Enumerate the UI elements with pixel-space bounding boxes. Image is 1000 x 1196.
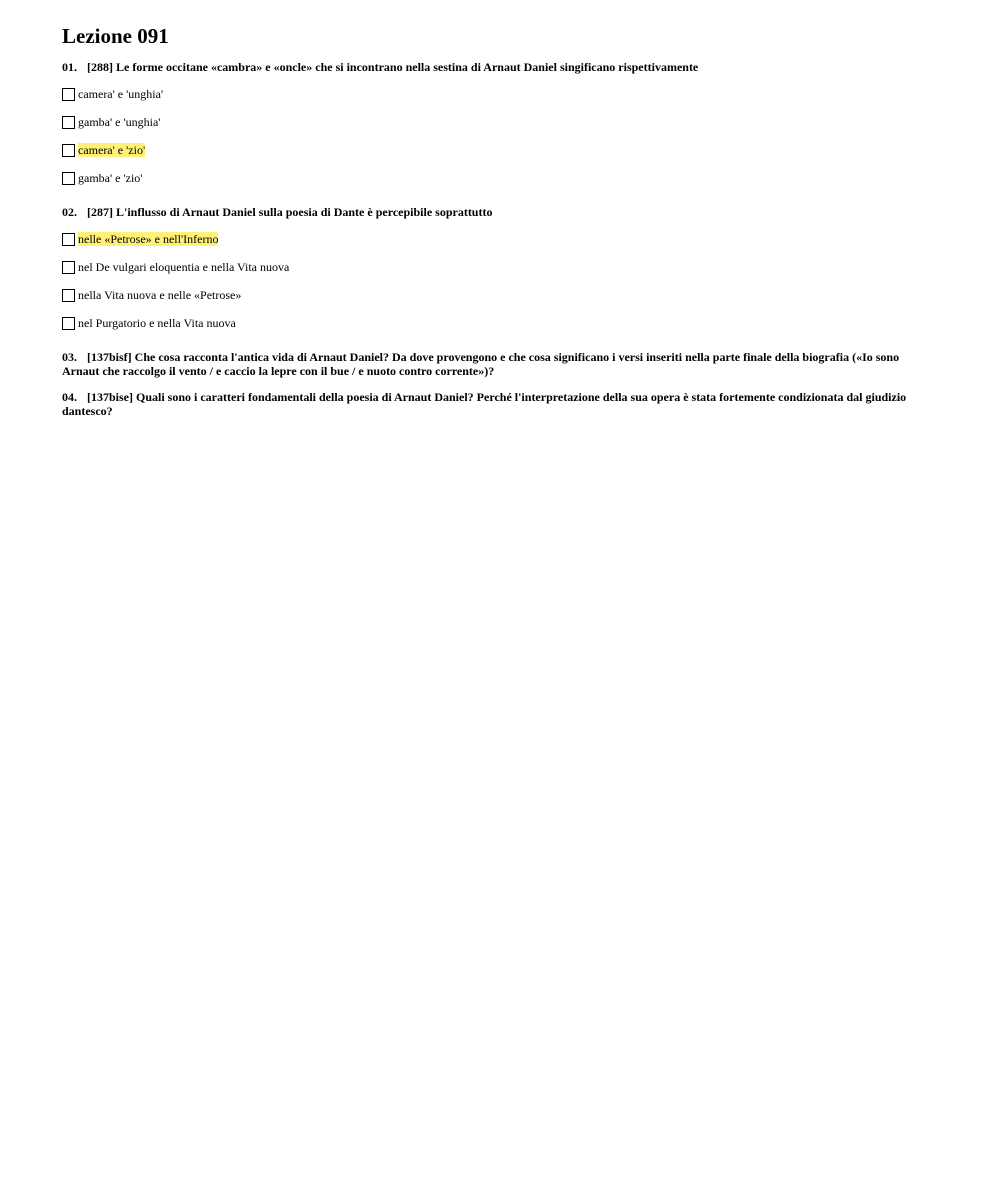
answer-option[interactable] <box>62 164 932 192</box>
answer-label: nella Vita nuova e nelle «Petrose» <box>78 288 242 302</box>
answer-label: nel Purgatorio e nella Vita nuova <box>78 316 236 330</box>
answer-option[interactable] <box>62 80 932 108</box>
checkbox[interactable] <box>62 172 75 185</box>
answer-label-highlighted: nelle «Petrose» e nell'Inferno <box>78 232 219 246</box>
answer-label-highlighted: camera' e 'zio' <box>78 143 146 157</box>
question-number: 02. <box>62 205 77 219</box>
checkbox[interactable] <box>62 233 75 246</box>
question-prompt: [288] Le forme occitane «cambra» e «oncle» che si incontrano nella sestina di Arnaut Daniel singificano rispettivamente <box>87 60 699 74</box>
answer-label: nel De vulgari eloquentia e nella Vita nuova <box>78 260 290 274</box>
answer-options <box>62 225 932 337</box>
checkbox[interactable] <box>62 289 75 302</box>
answer-option[interactable] <box>62 108 932 136</box>
lesson-title: Lezione 091 <box>62 24 169 48</box>
checkbox[interactable] <box>62 261 75 274</box>
checkbox[interactable] <box>62 116 75 129</box>
answer-option[interactable] <box>62 309 932 337</box>
answer-option[interactable] <box>62 225 932 253</box>
answer-label: camera' e 'unghia' <box>78 87 164 101</box>
question-prompt: [287] L'influsso di Arnaut Daniel sulla poesia di Dante è percepibile soprattutto <box>87 205 493 219</box>
checkbox[interactable] <box>62 88 75 101</box>
question-number: 01. <box>62 60 77 74</box>
answer-option[interactable] <box>62 281 932 309</box>
document-page <box>62 22 932 418</box>
question-03 <box>62 350 932 378</box>
question-number: 03. <box>62 350 77 364</box>
answer-option[interactable] <box>62 136 932 164</box>
question-02 <box>62 205 932 337</box>
answer-label: gamba' e 'unghia' <box>78 115 161 129</box>
question-prompt: [137bisf] Che cosa racconta l'antica vida di Arnaut Daniel? Da dove provengono e che cosa significano i versi inseriti nella parte finale della biografia («Io sono Arnaut che raccolgo il vento / e caccio la lepre con il bue / e nuoto contro corrente»)? <box>62 350 900 378</box>
question-number: 04. <box>62 390 77 404</box>
question-text <box>62 350 932 378</box>
checkbox[interactable] <box>62 144 75 157</box>
checkbox[interactable] <box>62 317 75 330</box>
question-04 <box>62 390 932 418</box>
answer-options <box>62 80 932 192</box>
answer-label: gamba' e 'zio' <box>78 171 143 185</box>
question-01 <box>62 60 932 192</box>
question-text <box>62 390 932 418</box>
question-prompt: [137bise] Quali sono i caratteri fondamentali della poesia di Arnaut Daniel? Perché l'interpretazione della sua opera è stata fortemente condizionata dal giudizio dantesco? <box>62 390 907 418</box>
question-text <box>62 205 932 219</box>
answer-option[interactable] <box>62 253 932 281</box>
question-text <box>62 60 932 74</box>
